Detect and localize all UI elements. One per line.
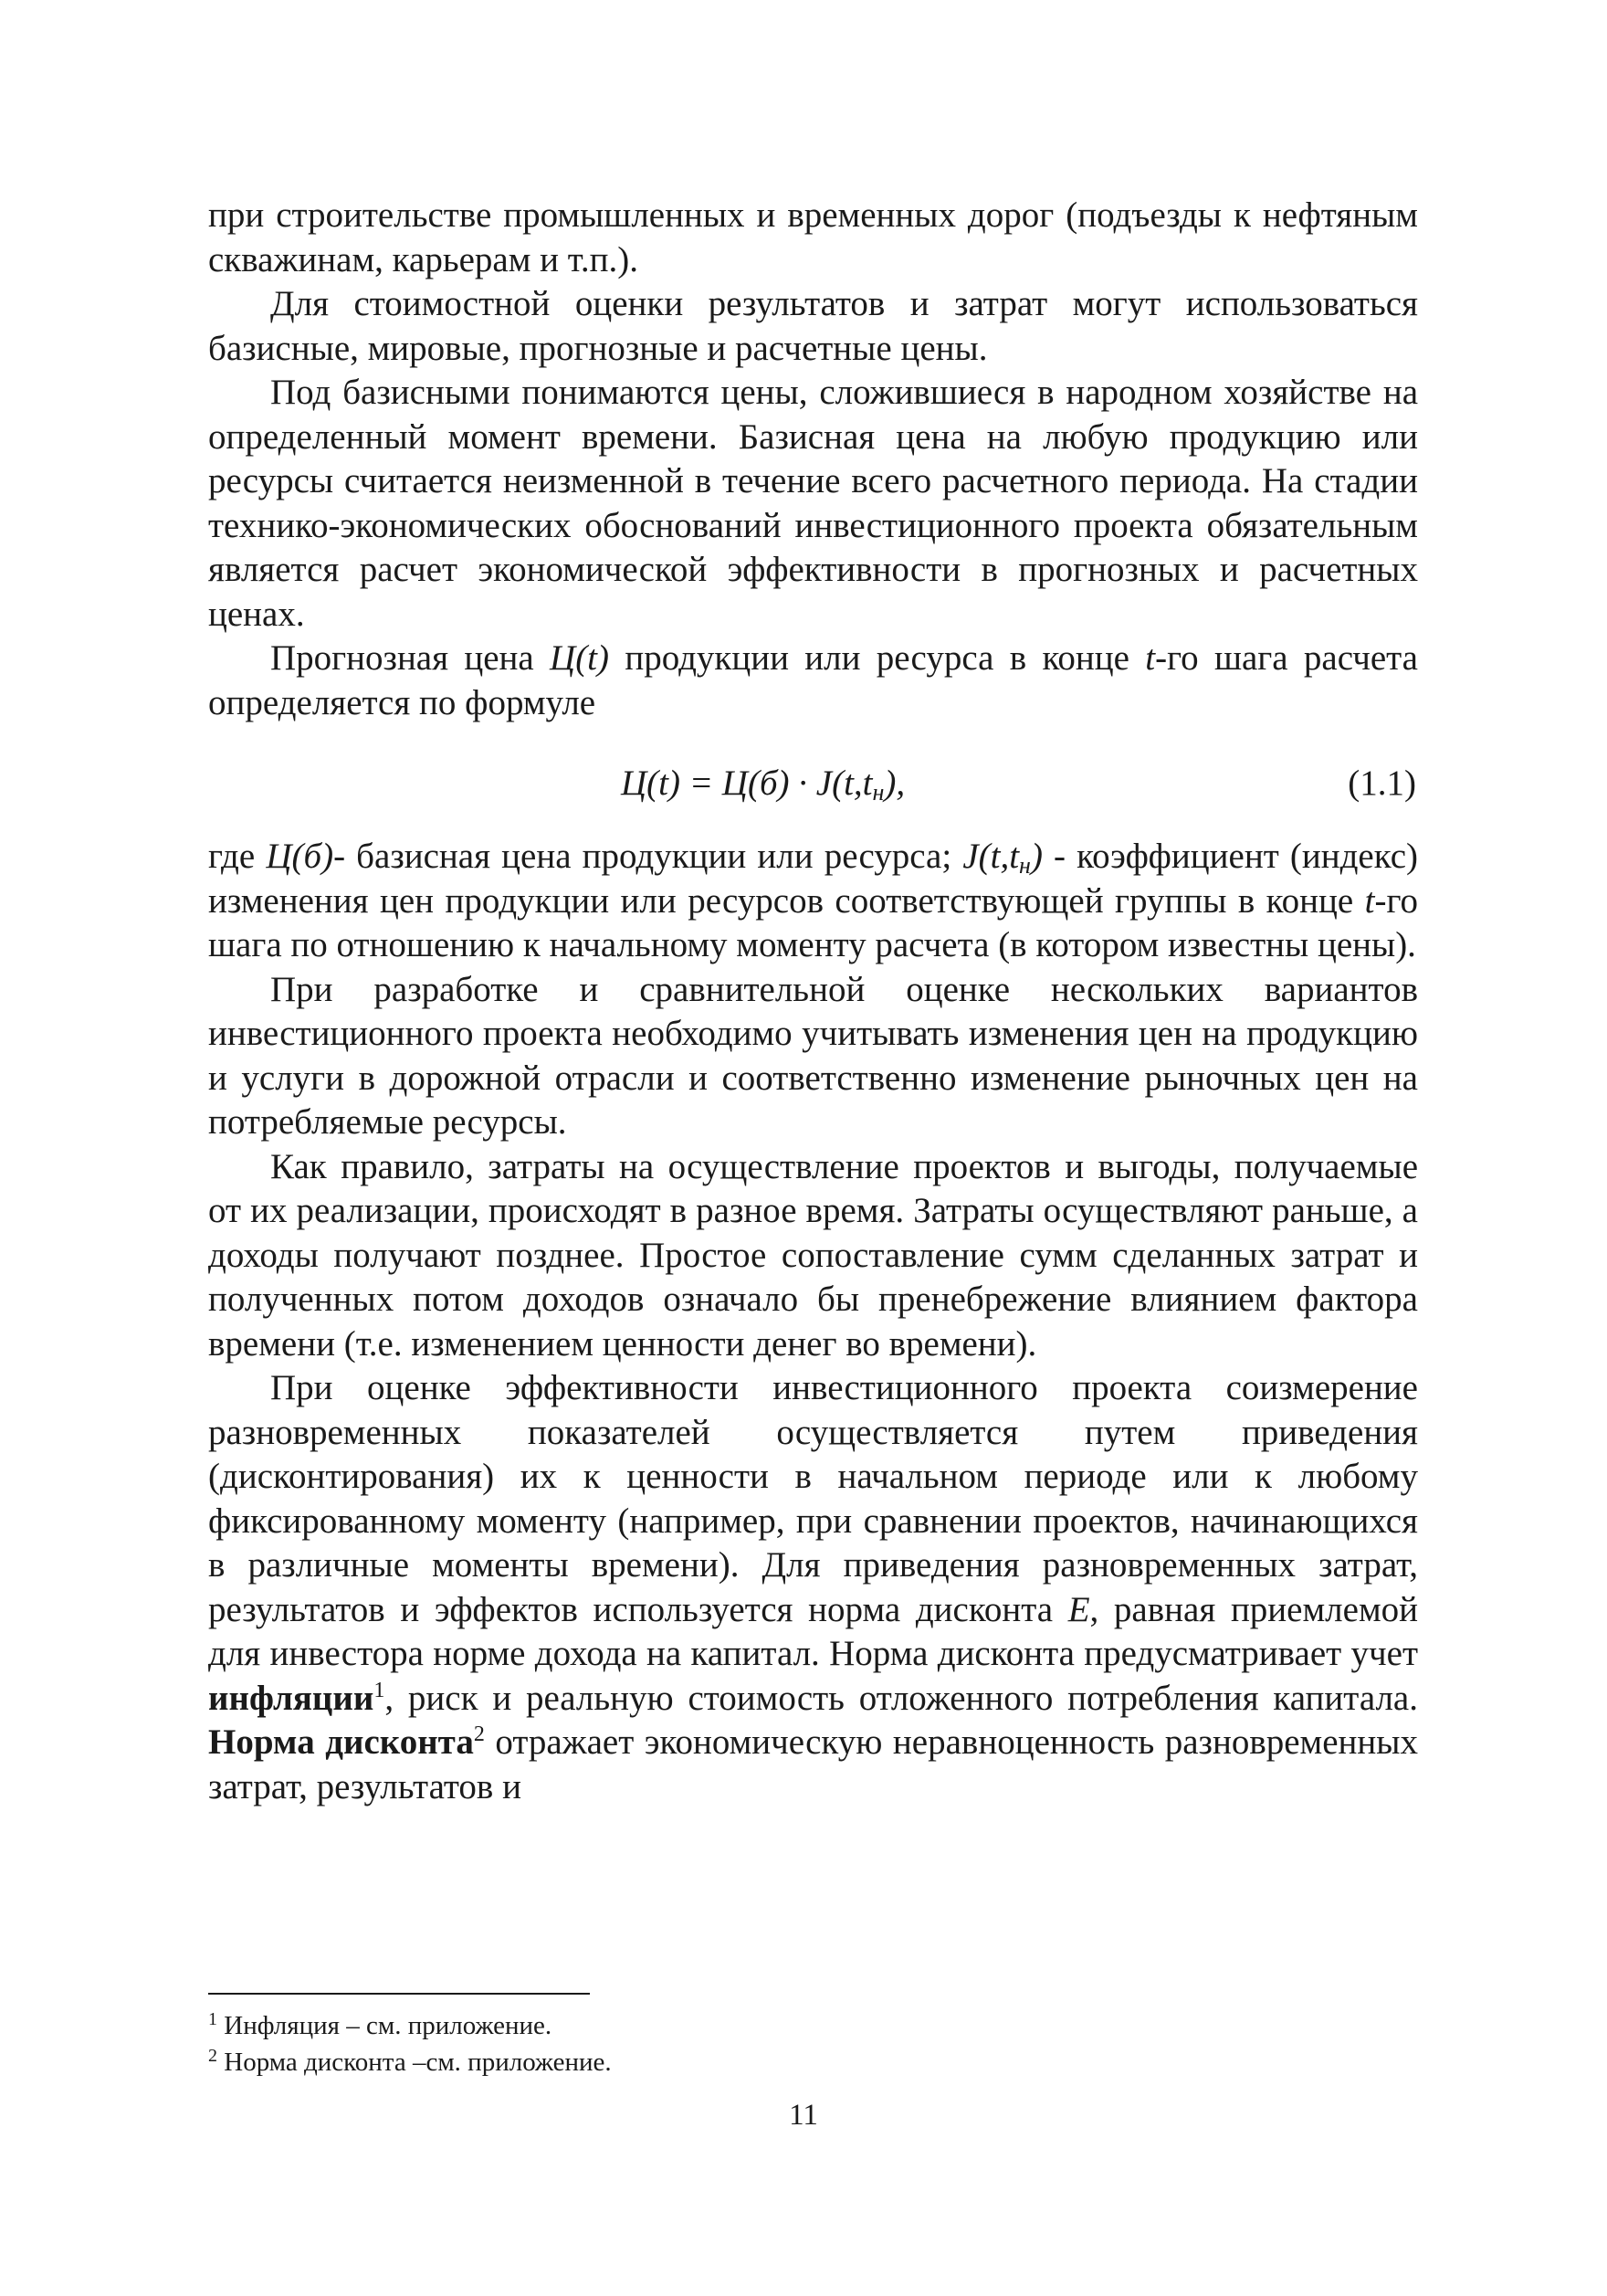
index-symbol	[962, 837, 1043, 879]
formula-number: (1.1)	[1348, 764, 1416, 803]
paragraph-6: При разработке и сравнительной оценке нескольких вариантов инвестиционного проекта необходимо учитывать изменения цен на продукцию и услуги в дорожной отрасли и соответственно изменение рыночных цен на потребляемые ресурсы.	[208, 969, 1418, 1142]
formula-right: ),	[884, 764, 906, 803]
text-run: -го шага расчета определяется по формуле	[208, 638, 1418, 722]
text-run: где	[208, 837, 267, 876]
text-run: продукции или ресурса в конце	[609, 638, 1146, 678]
index-close: )	[1030, 837, 1043, 876]
price-symbol: Ц(t)	[550, 638, 610, 678]
text-run: -го шага по отношению к начальному моменту расчета (в котором известны цены).	[208, 880, 1418, 964]
footnote-ref-2[interactable]: 2	[473, 1722, 485, 1746]
paragraph-8	[208, 1366, 1418, 1809]
footnote-number: 1	[208, 2009, 217, 2029]
formula-left: Ц(t) = Ц(б) · J(t,t	[621, 764, 873, 803]
formula-block	[208, 762, 1418, 807]
discount-symbol: E	[1067, 1589, 1090, 1629]
formula-subscript: н	[872, 779, 885, 806]
page-number: 11	[789, 2099, 818, 2132]
index-symbol-text: J(t,t	[962, 837, 1020, 876]
text-run: При оценке эффективности инвестиционного проекта соизмерение разновременных показателей осуществляется путем приведения (дисконтирования) их к ценности в начальном периоде или к любому фиксированному моменту (например, при сравнении проектов, начинающихся в различные моменты времени). Для приведения разновременных затрат, результатов и эффектов используется норма дисконта	[208, 1368, 1418, 1629]
term-inflation: инфляции	[208, 1678, 374, 1718]
text-run: , риск и реальную стоимость отложенного потребления капитала.	[384, 1678, 1418, 1718]
footnote-text: Норма дисконта –см. приложение.	[217, 2048, 612, 2077]
term-discount-rate: Норма дисконта	[208, 1722, 474, 1762]
footnote-2	[208, 2044, 1121, 2080]
paragraph-7: Как правило, затраты на осуществление проектов и выгоды, получаемые от их реализации, происходят в разное время. Затраты осуществляют раньше, а доходы получают позднее. Простое сопоставление сумм сделанных затрат и полученных потом доходов означало бы пренебрежение влиянием фактора времени (т.е. изменением ценности денег во времени).	[208, 1146, 1418, 1364]
footnotes	[208, 2007, 1121, 2080]
formula-expression	[621, 762, 905, 806]
step-symbol: t	[1145, 638, 1156, 678]
footnote-separator	[208, 1993, 590, 1995]
paragraph-4	[208, 637, 1418, 725]
footnote-number: 2	[208, 2046, 217, 2066]
footnote-ref-1[interactable]: 1	[373, 1678, 385, 1702]
text-run: , равная приемлемой для инвестора норме дохода на капитал. Норма дисконта предусматривает учет	[208, 1589, 1418, 1673]
step-symbol: t	[1364, 880, 1375, 921]
footnote-1	[208, 2007, 1121, 2044]
text-run: отражает экономическую неравноценность разновременных затрат, результатов и	[208, 1722, 1418, 1806]
base-price-symbol: Ц(б)	[266, 837, 334, 876]
text-run: - коэффициент (индекс) изменения цен продукции или ресурсов соответствующей группы в конце	[208, 837, 1419, 921]
paragraph-2: Для стоимостной оценки результатов и затрат могут использоваться базисные, мировые, прогнозные и расчетные цены.	[208, 284, 1418, 368]
text-run: Прогнозная цена	[270, 638, 551, 678]
paragraph-5	[208, 835, 1418, 968]
index-subscript: н	[1019, 852, 1031, 879]
paragraph-3: Под базисными понимаются цены, сложившиеся в народном хозяйстве на определенный момент времени. Базисная цена на любую продукцию или ресурсы считается неизменной в течение всего расчетного периода. На стадии технико-экономических обоснований инвестиционного проекта обязательным является расчет экономической эффективности в прогнозных и расчетных ценах.	[208, 373, 1418, 634]
paragraph-1: при строительстве промышленных и временных дорог (подъезды к нефтяным скважинам, карьерам и т.п.).	[208, 195, 1418, 279]
footnote-text: Инфляция – см. приложение.	[217, 2011, 552, 2040]
body-text	[208, 194, 1418, 1809]
text-run: - базисная цена продукции или ресурса;	[333, 837, 963, 876]
